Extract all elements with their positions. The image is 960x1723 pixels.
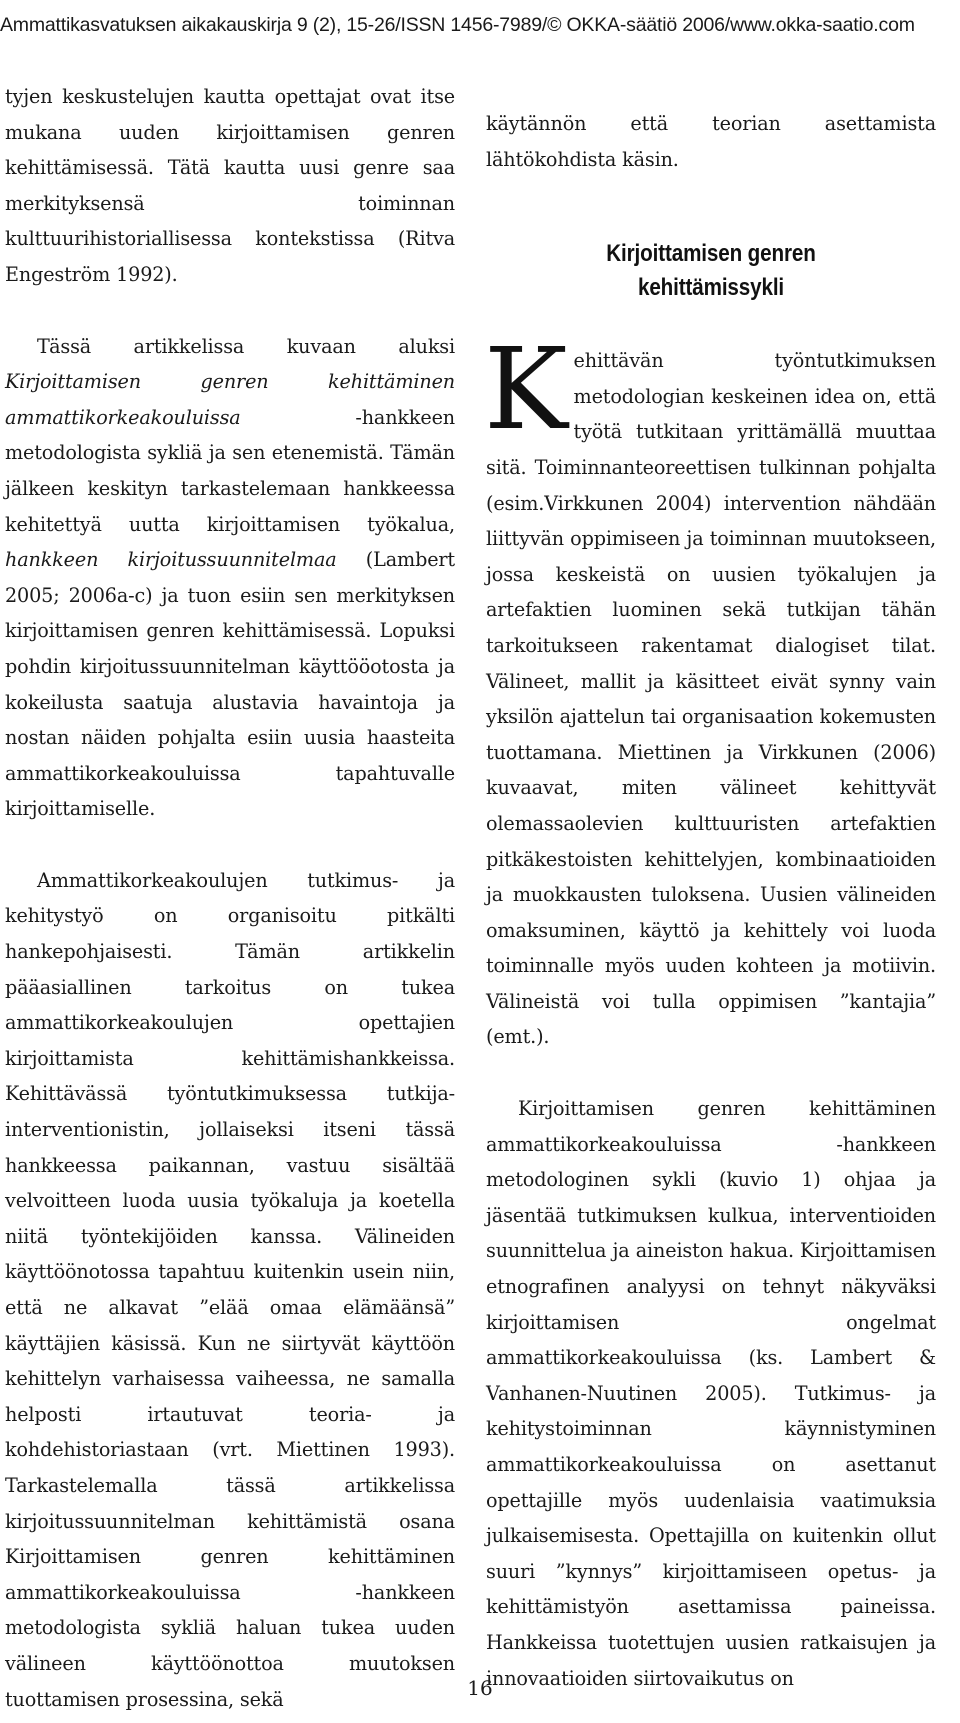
writing-plan-italic: hankkeen kirjoitussuunnitelmaa (5, 548, 337, 572)
page-number: 16 (467, 1676, 493, 1700)
right-p2-text: ehittävän työntutkimuksen metodologian keskeinen idea on, että työtä tutkitaan yrittämällä muuttaa sitä. Toiminnanteoreettisen tulkinnan pohjalta (esim.Virkkunen 2004) intervention nähdään liittyvän oppimiseen ja toiminnan muutokseen, jossa keskeistä on uusien työkalujen ja artefaktien luominen sekä tutkijan tähän tarkoitukseen rakentamat dialogiset tilat. Välineet, mallit ja käsitteet eivät synny vain yksilön ajattelun tai organisaation kokemusten tuottamana. Miettinen ja Virkkunen (2006) kuvaavat, miten välineet kehittyvät olemassaolevien kulttuuristen artefaktien pitkäkestoisten kehittelyjen, kombinaatioiden ja muokkausten tuloksena. Uusien välineiden omaksuminen, käyttö ja kehittely voi luoda toiminnalle myös uuden kohteen ja motiivin. Välineistä voi tulla oppimisen ”kantajia” (emt.). (486, 349, 936, 1049)
running-head-text: Ammattikasvatuksen aikakauskirja 9 (2), 15-26/ISSN 1456-7989/© OKKA-säätiö 2006/www.okka-saatio.com (0, 14, 915, 36)
right-column (486, 106, 936, 1696)
right-paragraph-3: Kirjoittamisen genren kehittäminen ammattikorkeakouluissa -hankkeen metodologinen sykli (kuvio 1) ohjaa ja jäsentää tutkimuksen kulkua, interventioiden suunnittelua ja aineiston hakua. Kirjoittamisen etnografinen analyysi on tehnyt näkyväksi kirjoittamisen ongelmat ammattikorkeakouluissa (ks. Lambert & Vanhanen-Nuutinen 2005). Tutkimus- ja kehitystoiminnan käynnistyminen ammattikorkeakouluissa on asettanut opettajille myös uudenlaisia vaatimuksia julkaisemisesta. Opettajilla on kuitenkin ollut suuri ”kynnys” kirjoittamiseen opetus- ja kehittämistyön asettamissa paineissa. Hankkeissa tuotettujen uusien ratkaisujen ja innovaatioiden siirtovaikutus on (486, 1097, 936, 1690)
left-paragraph-3: Ammattikorkeakoulujen tutkimus- ja kehitystyö on organisoitu pitkälti hankepohjaisesti. Tämän artikkelin pääasiallinen tarkoitus on tukea ammattikorkeakoulujen opettajien kirjoittamista kehittämishankkeissa. Kehittävässä työntutkimuksessa tutkija-interventionistin, jollaiseksi itseni tässä hankkeessa paikannan, vastuu sisältää velvoitteen luoda uusia työkaluja ja koetella niitä työntekijöiden kanssa. Välineiden käyttöönotossa tapahtuu kuitenkin usein niin, että ne alkavat ”elää omaa elämäänsä” käyttäjien käsissä. Kun ne siirtyvät käyttöön kehittelyn varhaisessa vaiheessa, ne samalla helposti irtautuvat teoria- ja kohdehistoriastaan (vrt. Miettinen 1993). Tarkastelemalla tässä artikkelissa kirjoitussuunnitelman kehittämistä osana Kirjoittamisen genren kehittäminen ammattikorkeakouluissa -hankkeen metodologista sykliä haluan tukea uuden välineen käyttöönottoa muutoksen tuottamisen prosessina, sekä (5, 868, 455, 1711)
section-title-line-2: kehittämissykli (637, 274, 785, 302)
section-title (518, 237, 905, 305)
left-p2-intro: Tässä artikkelissa kuvaan aluksi (37, 334, 455, 358)
right-paragraph-2 (484, 325, 936, 1055)
left-paragraph-2 (5, 329, 455, 827)
project-title-italic: Kirjoittamisen genren kehittäminen ammattikorkeakouluissa (5, 370, 455, 429)
section-title-line-1: Kirjoittamisen genren (606, 240, 816, 268)
running-header (0, 0, 960, 52)
left-p2-end: (Lambert 2005; 2006a-c) ja tuon esiin sen merkityksen kirjoittamisen genren kehittämisessä. Lopuksi pohdin kirjoitussuunnitelman käyttööotosta ja kokeilusta saatuja alustavia havaintoja ja nostan näiden pohjalta esiin uusia haasteita ammattikorkeakouluissa tapahtuvalle kirjoittamiselle. (5, 548, 455, 821)
drop-cap: K (484, 325, 568, 456)
left-paragraph-1: tyjen keskustelujen kautta opettajat ovat itse mukana uuden kirjoittamisen genren kehittämisessä. Tätä kautta uusi genre saa merkityksensä toiminnan kulttuurihistoriallisessa kontekstissa (Ritva Engeström 1992). (5, 85, 455, 286)
left-column (5, 79, 455, 1717)
left-p2-middle: -hankkeen metodologista sykliä ja sen etenemistä. Tämän jälkeen keskityn tarkastelemaan hankkeessa kehitettyä uutta kirjoittamisen työkalua, (5, 405, 455, 536)
right-paragraph-1: käytännön että teorian asettamista lähtökohdista käsin. (486, 112, 936, 171)
